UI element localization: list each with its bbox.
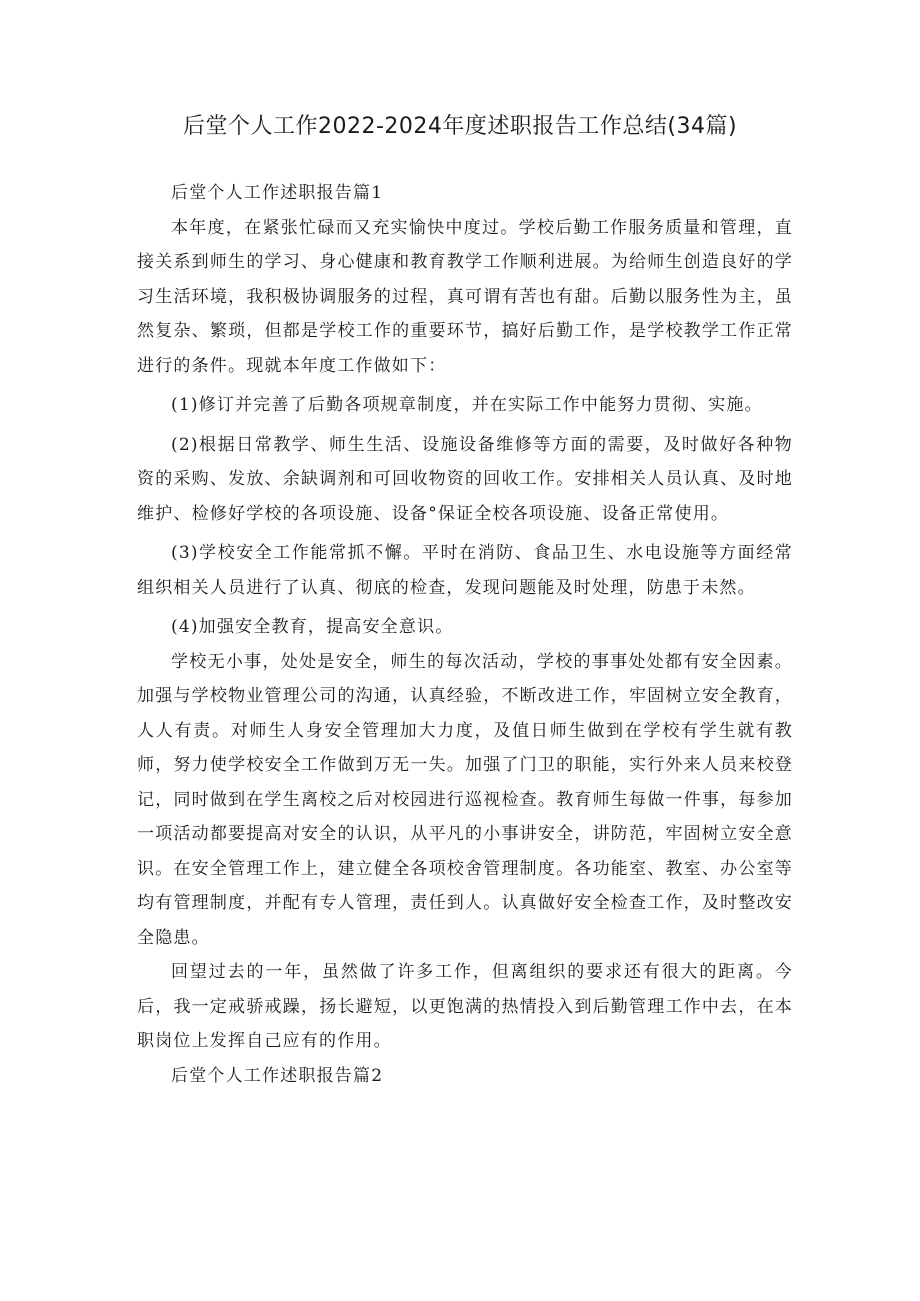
document-title: 后堂个人工作2022-2024年度述职报告工作总结(34篇) — [182, 114, 738, 139]
list-item-2: (2)根据日常教学、师生生活、设施设备维修等方面的需要，及时做好各种物资的采购、发放、余缺调剂和可回收物资的回收工作。安排相关人员认真、及时地维护、检修好学校的各项设施、设备°保证全校各项设施、设备正常使用。 — [137, 434, 793, 524]
paragraph-safety: 学校无小事，处处是安全，师生的每次活动，学校的事事处处都有安全因素。加强与学校物业管理公司的沟通，认真经验，不断改进工作，牢固树立安全教育，人人有责。对师生人身安全管理加大力度，及值日师生做到在学校有学生就有教师，努力使学校安全工作做到万无一失。加强了门卫的职能，实行外来人员来校登记，同时做到在学生离校之后对校园进行巡视检查。教育师生每做一件事，每参加一项活动都要提高对安全的认识，从平凡的小事讲安全，讲防范，牢固树立安全意识。在安全管理工作上，建立健全各项校舍管理制度。各功能室、教室、办公室等均有管理制度，并配有专人管理，责任到人。认真做好安全检查工作，及时整改安全隐患。 — [137, 651, 793, 948]
list-item-4: (4)加强安全教育，提高安全意识。 — [171, 617, 454, 637]
section-heading-2: 后堂个人工作述职报告篇2 — [171, 1065, 384, 1086]
document-body — [137, 176, 793, 1093]
paragraph-intro: 本年度，在紧张忙碌而又充实愉快中度过。学校后勤工作服务质量和管理，直接关系到师生的学习、身心健康和教育教学工作顺利进展。为给师生创造良好的学习生活环境，我积极协调服务的过程，真可谓有苦也有甜。后勤以服务性为主，虽然复杂、繁琐，但都是学校工作的重要环节，搞好后勤工作，是学校教学工作正常进行的条件。现就本年度工作做如下： — [137, 217, 793, 376]
section-heading-1: 后堂个人工作述职报告篇1 — [171, 183, 384, 203]
paragraph-conclusion: 回望过去的一年，虽然做了许多工作，但离组织的要求还有很大的距离。今后，我一定戒骄戒躁，扬长避短，以更饱满的热情投入到后勤管理工作中去，在本职岗位上发挥自己应有的作用。 — [137, 962, 793, 1051]
list-item-3: (3)学校安全工作能常抓不懈。平时在消防、食品卫生、水电设施等方面经常组织相关人员进行了认真、彻底的检查，发现问题能及时处理，防患于未然。 — [137, 543, 793, 598]
list-item-1: (1)修订并完善了后勤各项规章制度，并在实际工作中能努力贯彻、实施。 — [171, 395, 763, 415]
